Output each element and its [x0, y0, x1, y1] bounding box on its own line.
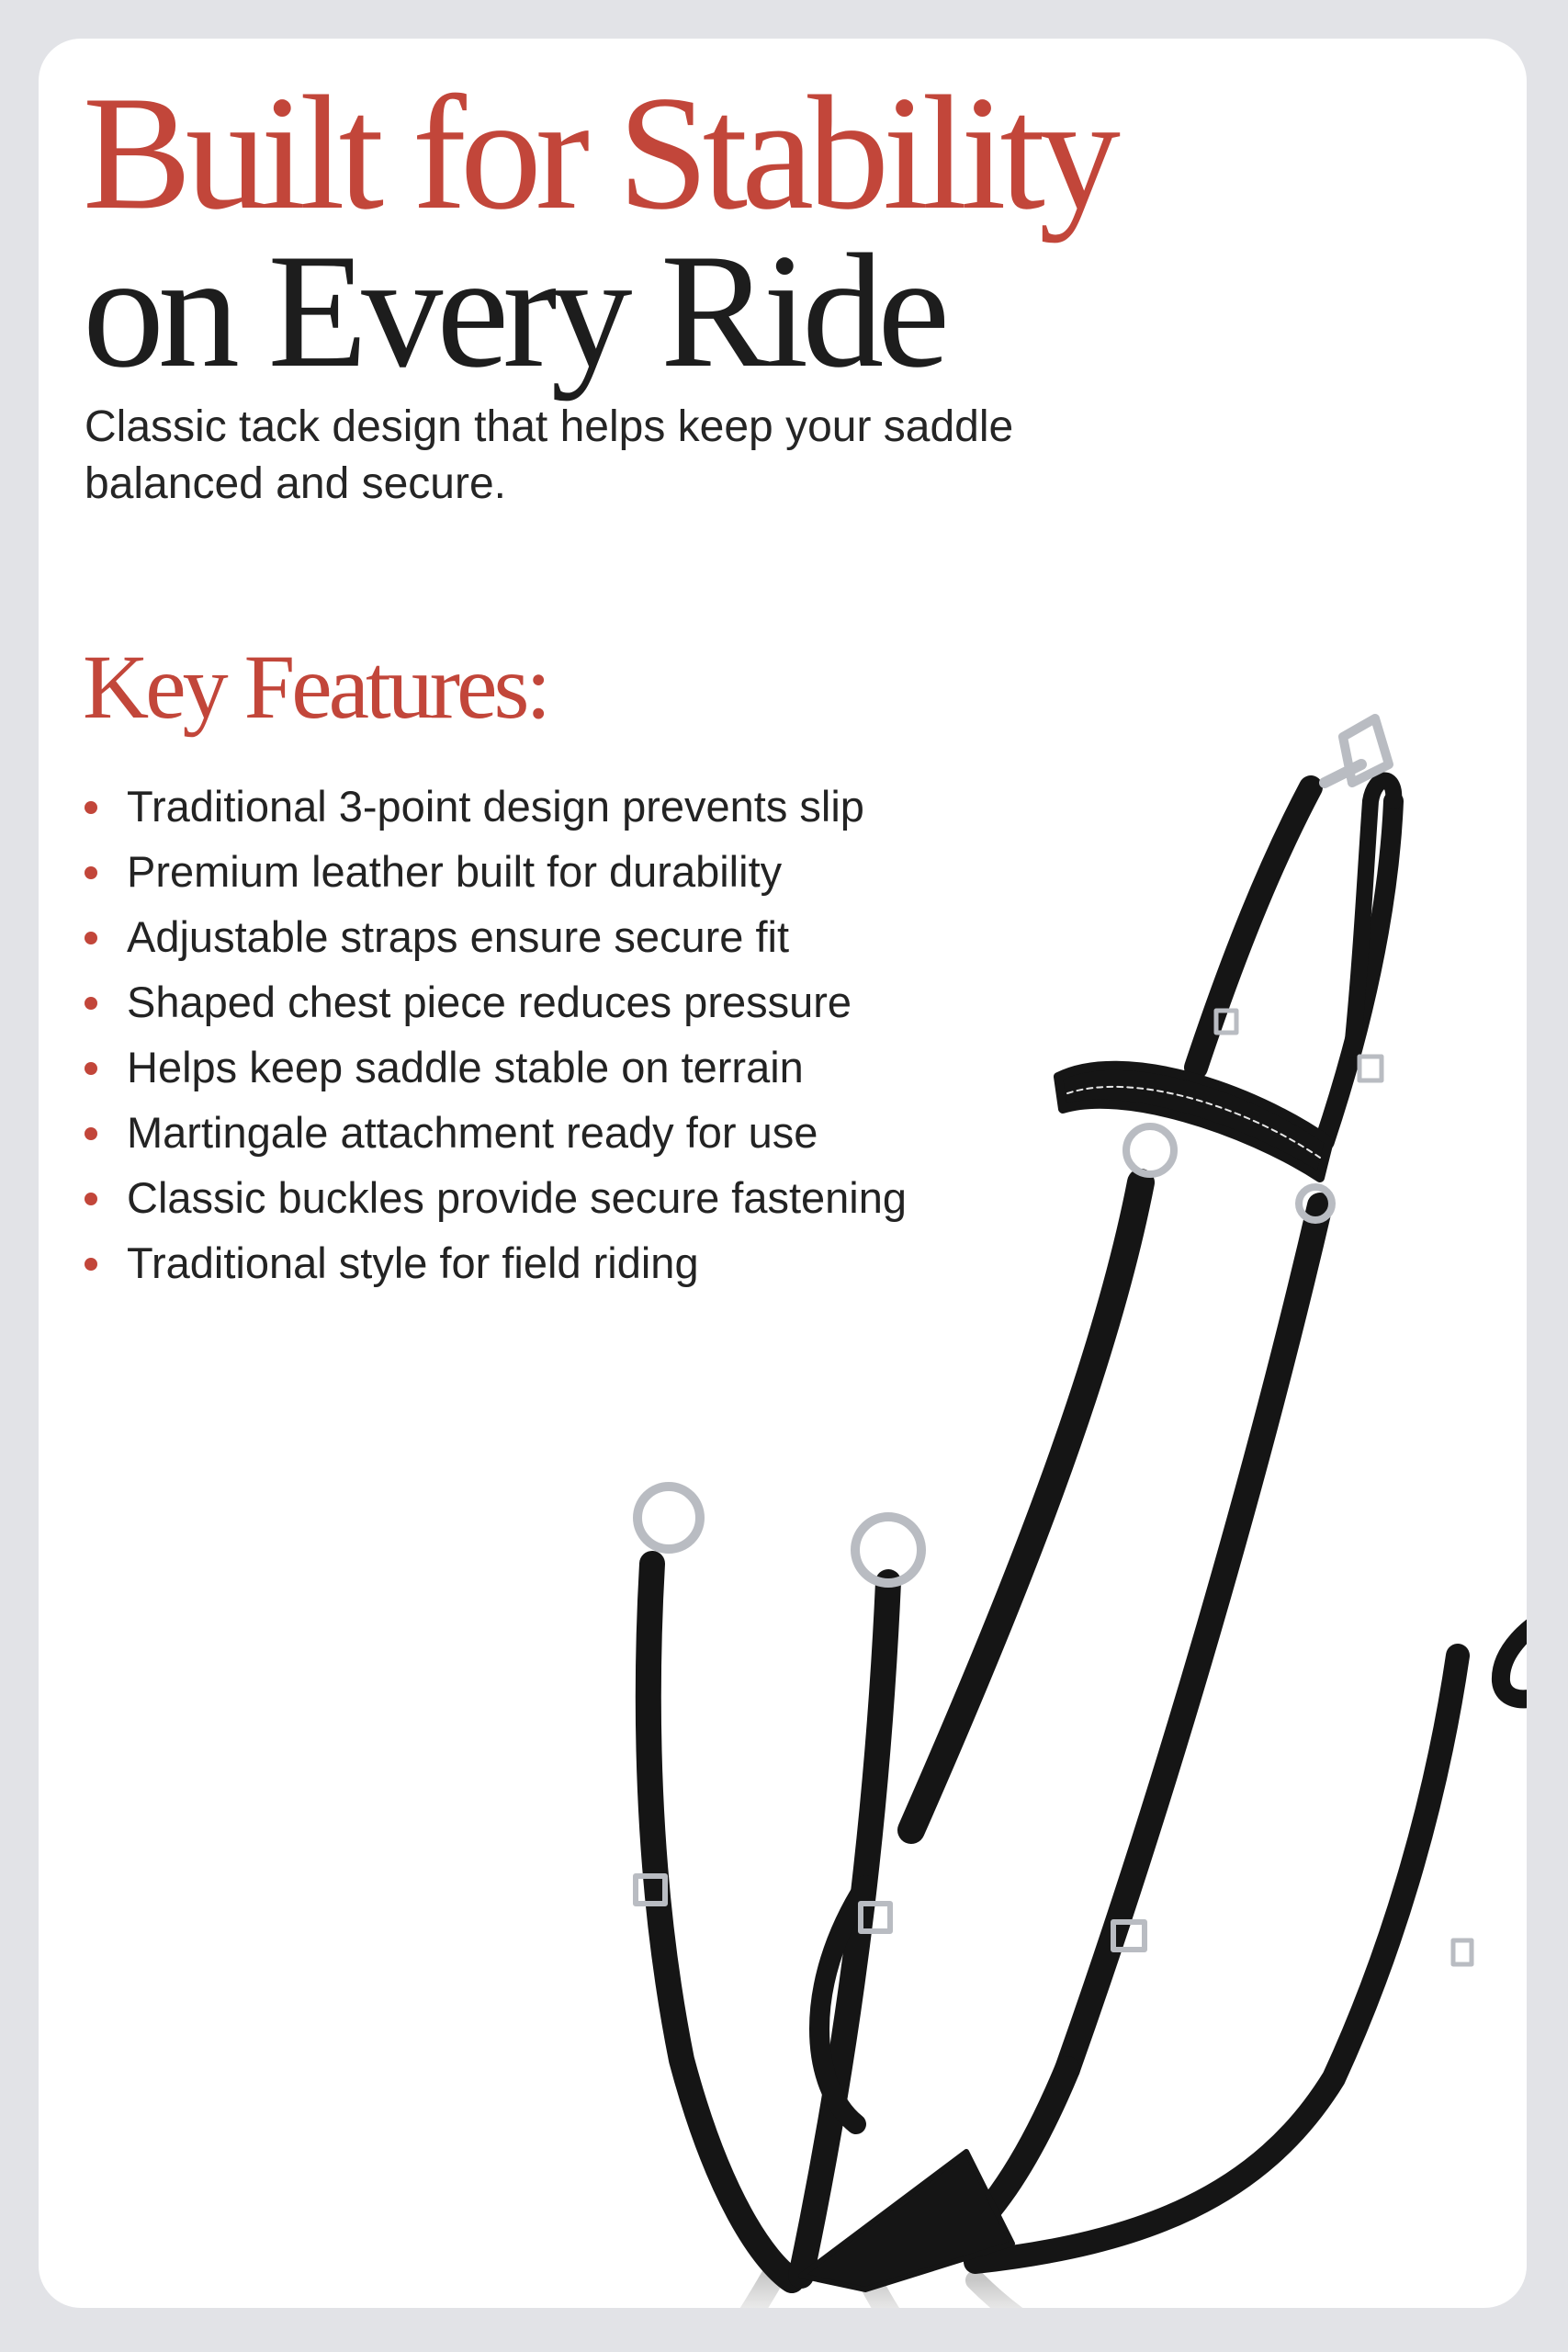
bullet-icon — [85, 1193, 97, 1205]
feature-text: Adjustable straps ensure secure fit — [127, 912, 790, 961]
product-card — [39, 39, 1527, 2308]
bullet-icon — [85, 801, 97, 814]
headline — [83, 62, 1114, 401]
bullet-icon — [85, 997, 97, 1010]
bullet-icon — [85, 932, 97, 944]
feature-text: Classic buckles provide secure fastening — [127, 1173, 908, 1222]
headline-line-2: on Every Ride — [83, 220, 944, 401]
subtitle: Classic tack design that helps keep your saddle balanced and secure. — [85, 402, 1014, 508]
feature-text: Traditional 3-point design prevents slip — [127, 782, 864, 831]
feature-text: Helps keep saddle stable on terrain — [127, 1043, 804, 1091]
feature-text: Premium leather built for durability — [127, 847, 783, 896]
breastplate-product-image — [553, 663, 1527, 2308]
bullet-icon — [85, 1258, 97, 1271]
features-heading: Key Features: — [83, 636, 548, 738]
feature-text: Martingale attachment ready for use — [127, 1108, 818, 1157]
bullet-icon — [85, 1127, 97, 1140]
bullet-icon — [85, 866, 97, 879]
feature-text: Traditional style for field riding — [127, 1238, 699, 1287]
headline-line-1: Built for Stability — [83, 62, 1114, 243]
bullet-icon — [85, 1062, 97, 1075]
feature-text: Shaped chest piece reduces pressure — [127, 978, 852, 1026]
